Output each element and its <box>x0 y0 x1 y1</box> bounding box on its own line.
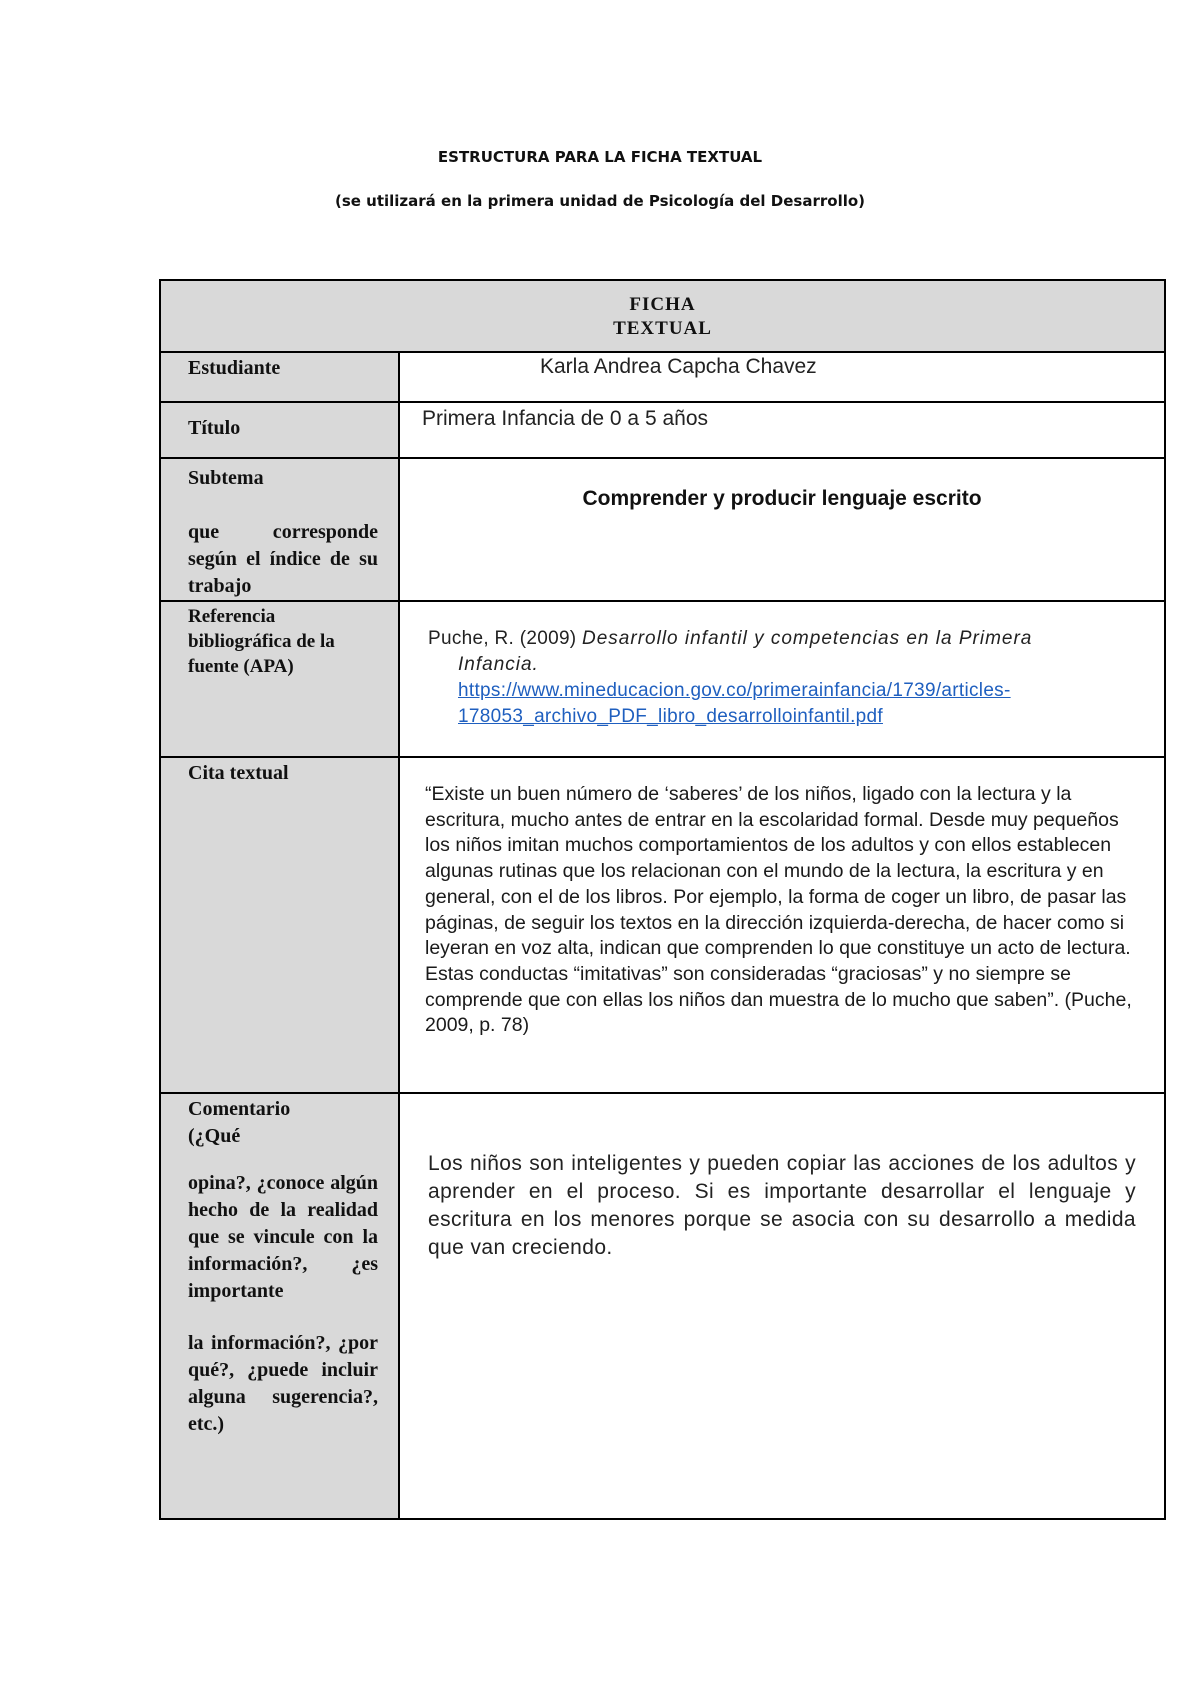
header-line-2: TEXTUAL <box>613 318 712 339</box>
ficha-textual-table <box>159 279 1166 1520</box>
value-referencia <box>399 601 1165 757</box>
title-value: Primera Infancia de 0 a 5 años <box>422 407 709 430</box>
label-referencia-text: Referencia bibliográfica de la fuente (APA) <box>188 606 335 677</box>
reference-link-line1[interactable]: https://www.mineducacion.gov.co/primerainfancia/1739/articles- <box>458 680 1011 701</box>
label-estudiante <box>160 352 399 402</box>
document-subtitle: (se utilizará en la primera unidad de Psicología del Desarrollo) <box>334 192 866 210</box>
subtema-value: Comprender y producir lenguaje escrito <box>582 487 982 510</box>
label-estudiante-text: Estudiante <box>188 357 281 379</box>
reference-link-line2[interactable]: 178053_archivo_PDF_libro_desarrolloinfantil.pdf <box>458 706 883 727</box>
label-comentario-part3: la información?, ¿por qué?, ¿puede incluir alguna sugerencia?, etc.) <box>188 1332 378 1435</box>
document-title: ESTRUCTURA PARA LA FICHA TEXTUAL <box>437 148 763 166</box>
label-subtema-line2: que corresponde según el índice de su trabajo <box>188 521 378 597</box>
table-row-referencia <box>160 601 1165 757</box>
label-subtema <box>160 458 399 601</box>
comment-text: Los niños son inteligentes y pueden copiar las acciones de los adultos y aprender en el proceso. Si es importante desarrollar el lenguaje y escritura en los menores porque se asocia con su desarrollo a medida que van creciendo. <box>428 1152 1137 1259</box>
reference-value <box>400 602 1164 730</box>
label-titulo <box>160 402 399 458</box>
value-cita <box>399 757 1165 1093</box>
label-referencia <box>160 601 399 757</box>
reference-book-title: Desarrollo infantil y competencias en la Primera <box>582 628 1033 649</box>
reference-author-year: Puche, R. (2009) <box>428 628 583 649</box>
table-header <box>160 280 1165 352</box>
citation-text: “Existe un buen número de ‘saberes’ de los niños, ligado con la lectura y la escritura, mucho antes de entrar en la escolaridad formal. Desde muy pequeños los niños imitan muchos comportamientos de los adultos y con ellos establecen algunas rutinas que los relacionan con el mundo de la lectura, la escritura y en general, con el de los libros. Por ejemplo, la forma de coger un libro, de pasar las páginas, de seguir los textos en la dirección izquierda-derecha, de hacer como si leyeran en voz alta, indican que comprenden lo que constituye un acto de lectura. Estas conductas “imitativas” son consideradas “graciosas” y no siempre se comprende que con ellas los niños dan muestra de lo mucho que saben”. (Puche, 2009, p. 78) <box>425 783 1132 1037</box>
reference-book-title-2: Infancia. <box>458 654 539 675</box>
value-subtema <box>399 458 1165 601</box>
table-row-titulo <box>160 402 1165 458</box>
value-titulo <box>399 402 1165 458</box>
label-titulo-text: Título <box>188 417 241 439</box>
table-row-estudiante <box>160 352 1165 402</box>
table-row-cita <box>160 757 1165 1093</box>
student-name: Karla Andrea Capcha Chavez <box>540 355 817 378</box>
table-row-subtema <box>160 458 1165 601</box>
label-comentario-part1: Comentario (¿Qué <box>188 1098 291 1147</box>
header-line-1: FICHA <box>629 294 696 315</box>
label-cita-text: Cita textual <box>188 762 289 784</box>
label-comentario <box>160 1093 399 1519</box>
value-comentario <box>399 1093 1165 1519</box>
label-cita <box>160 757 399 1093</box>
value-estudiante <box>399 352 1165 402</box>
label-subtema-line1: Subtema <box>188 467 264 489</box>
table-row-comentario <box>160 1093 1165 1519</box>
label-comentario-part2: opina?, ¿conoce algún hecho de la realidad que se vincule con la información?, ¿es importante <box>188 1172 378 1302</box>
